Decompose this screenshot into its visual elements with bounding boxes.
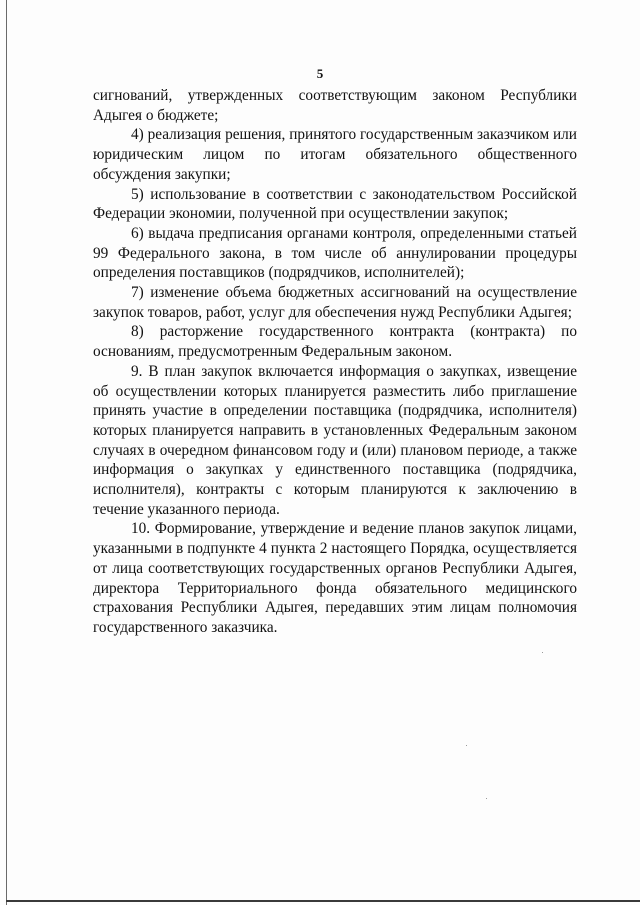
- paragraph-continuation: сигнований, утвержденных соответствующим законом Республики Адыгея о бюджете;: [93, 87, 577, 124]
- scan-speck: [542, 652, 543, 653]
- scan-left-edge: [6, 0, 7, 905]
- scan-speck: [486, 798, 487, 799]
- page-number: 5: [316, 66, 324, 81]
- scan-bottom-edge: [6, 900, 640, 902]
- paragraph-item-4: 4) реализация решения, принятого государственным заказчиком или юридическим лицом по итогам обязательного общественного обсуждения закупки;: [93, 126, 577, 183]
- paragraph-item-5: 5) использование в соответствии с законодательством Российской Федерации экономии, полученной при осуществлении закупок;: [93, 185, 577, 223]
- paragraph-clause-10: 10. Формирование, утверждение и ведение планов закупок лицами, указанными в подпункте 4 пункта 2 настоящего Порядка, осуществляется от лица соответствующих государственных органов Республики Адыгея, директора Территориального фонда обязательного медицинского страхования Республики Адыгея, передавших этим лицам полномочия государственного заказчика.: [93, 520, 577, 636]
- paragraph-item-6: 6) выдача предписания органами контроля, определенными статьей 99 Федерального закона, в том числе об аннулировании процедуры определения поставщиков (подрядчиков, исполнителей);: [93, 224, 577, 282]
- document-body: [93, 86, 577, 638]
- paragraph-item-7: 7) изменение объема бюджетных ассигнований на осуществление закупок товаров, работ, услуг для обеспечения нужд Республики Адыгея;: [93, 284, 577, 321]
- paragraph-clause-9: 9. В план закупок включается информация о закупках, извещение об осуществлении которых планируется разместить либо приглашение принять участие в определении поставщика (подрядчика, исполнителя) которых планируется направить в установленных Федеральным законом случаях в очередном финансовом году и (или) плановом периоде, а также информация о закупках у единственного поставщика (подрядчика, исполнителя), контракты с которым планируются к заключению в течение указанного периода.: [93, 362, 577, 518]
- paragraph-item-8: 8) расторжение государственного контракта (контракта) по основаниям, предусмотренным Федеральным законом.: [93, 323, 577, 361]
- scan-speck: [466, 745, 467, 746]
